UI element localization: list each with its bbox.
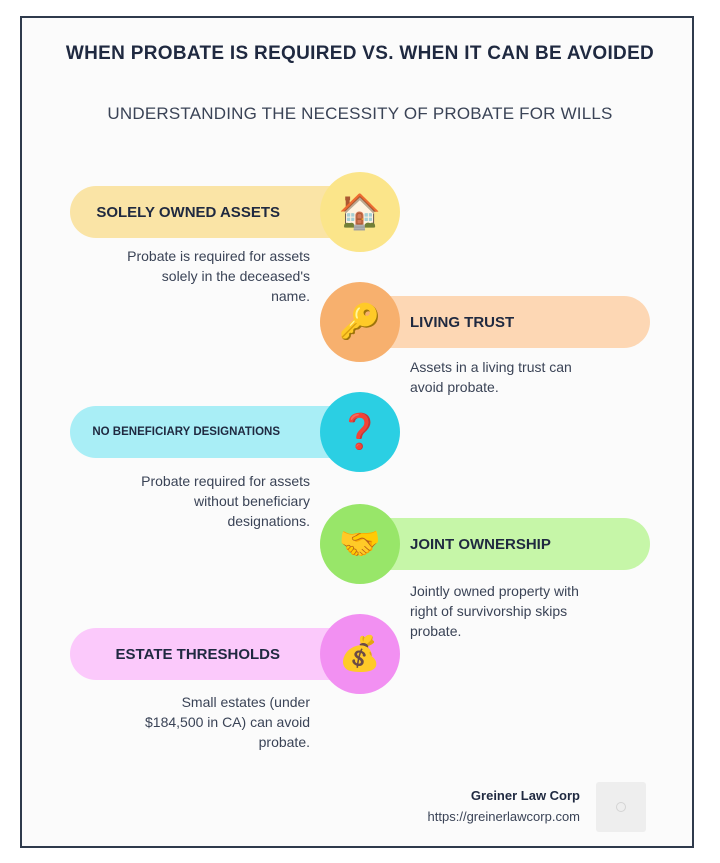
item-description bbox=[60, 692, 310, 752]
key-icon bbox=[320, 282, 400, 362]
description-line: probate. bbox=[258, 734, 310, 750]
item-label: JOINT OWNERSHIP bbox=[410, 535, 551, 553]
firm-name: Greiner Law Corp bbox=[470, 788, 580, 803]
money-bag-icon bbox=[320, 614, 400, 694]
item-label: ESTATE THRESHOLDS bbox=[115, 645, 280, 663]
item-label: NO BENEFICIARY DESIGNATIONS bbox=[92, 426, 280, 438]
description-line: without beneficiary bbox=[194, 493, 310, 509]
logo-placeholder-icon bbox=[596, 782, 646, 832]
page-title: WHEN PROBATE IS REQUIRED VS. WHEN IT CAN BE AVOIDED bbox=[65, 43, 655, 64]
handshake-icon bbox=[320, 504, 400, 584]
description-line: designations. bbox=[227, 513, 310, 529]
money-bag-icon-glyph: 💰 bbox=[338, 635, 382, 673]
handshake-icon-glyph: 🤝 bbox=[338, 525, 382, 563]
description-line: right of survivorship skips bbox=[410, 603, 568, 619]
description-line: avoid probate. bbox=[410, 379, 499, 395]
description-line: Jointly owned property with bbox=[410, 583, 579, 599]
description-line: Probate required for assets bbox=[141, 473, 310, 489]
item-label: SOLELY OWNED ASSETS bbox=[96, 203, 280, 221]
house-icon-glyph: 🏠 bbox=[338, 193, 382, 231]
description-line: Probate is required for assets bbox=[127, 248, 310, 264]
description-line: Assets in a living trust can bbox=[410, 359, 572, 375]
item-label: LIVING TRUST bbox=[410, 313, 515, 331]
question-mark-icon-glyph: ❓ bbox=[338, 413, 382, 451]
item-description bbox=[410, 357, 660, 397]
item-description bbox=[410, 581, 660, 641]
page-subtitle: UNDERSTANDING THE NECESSITY OF PROBATE FOR WILLS bbox=[107, 104, 613, 123]
key-icon-glyph: 🔑 bbox=[338, 303, 382, 341]
item-description bbox=[60, 246, 310, 306]
question-mark-icon bbox=[320, 392, 400, 472]
item-description bbox=[60, 471, 310, 531]
description-line: Small estates (under bbox=[181, 694, 310, 710]
description-line: $184,500 in CA) can avoid bbox=[145, 714, 310, 730]
house-icon bbox=[320, 172, 400, 252]
description-line: solely in the deceased's bbox=[161, 268, 310, 284]
description-line: name. bbox=[271, 288, 310, 304]
description-line: probate. bbox=[410, 623, 462, 639]
firm-url[interactable]: https://greinerlawcorp.com bbox=[427, 809, 580, 824]
